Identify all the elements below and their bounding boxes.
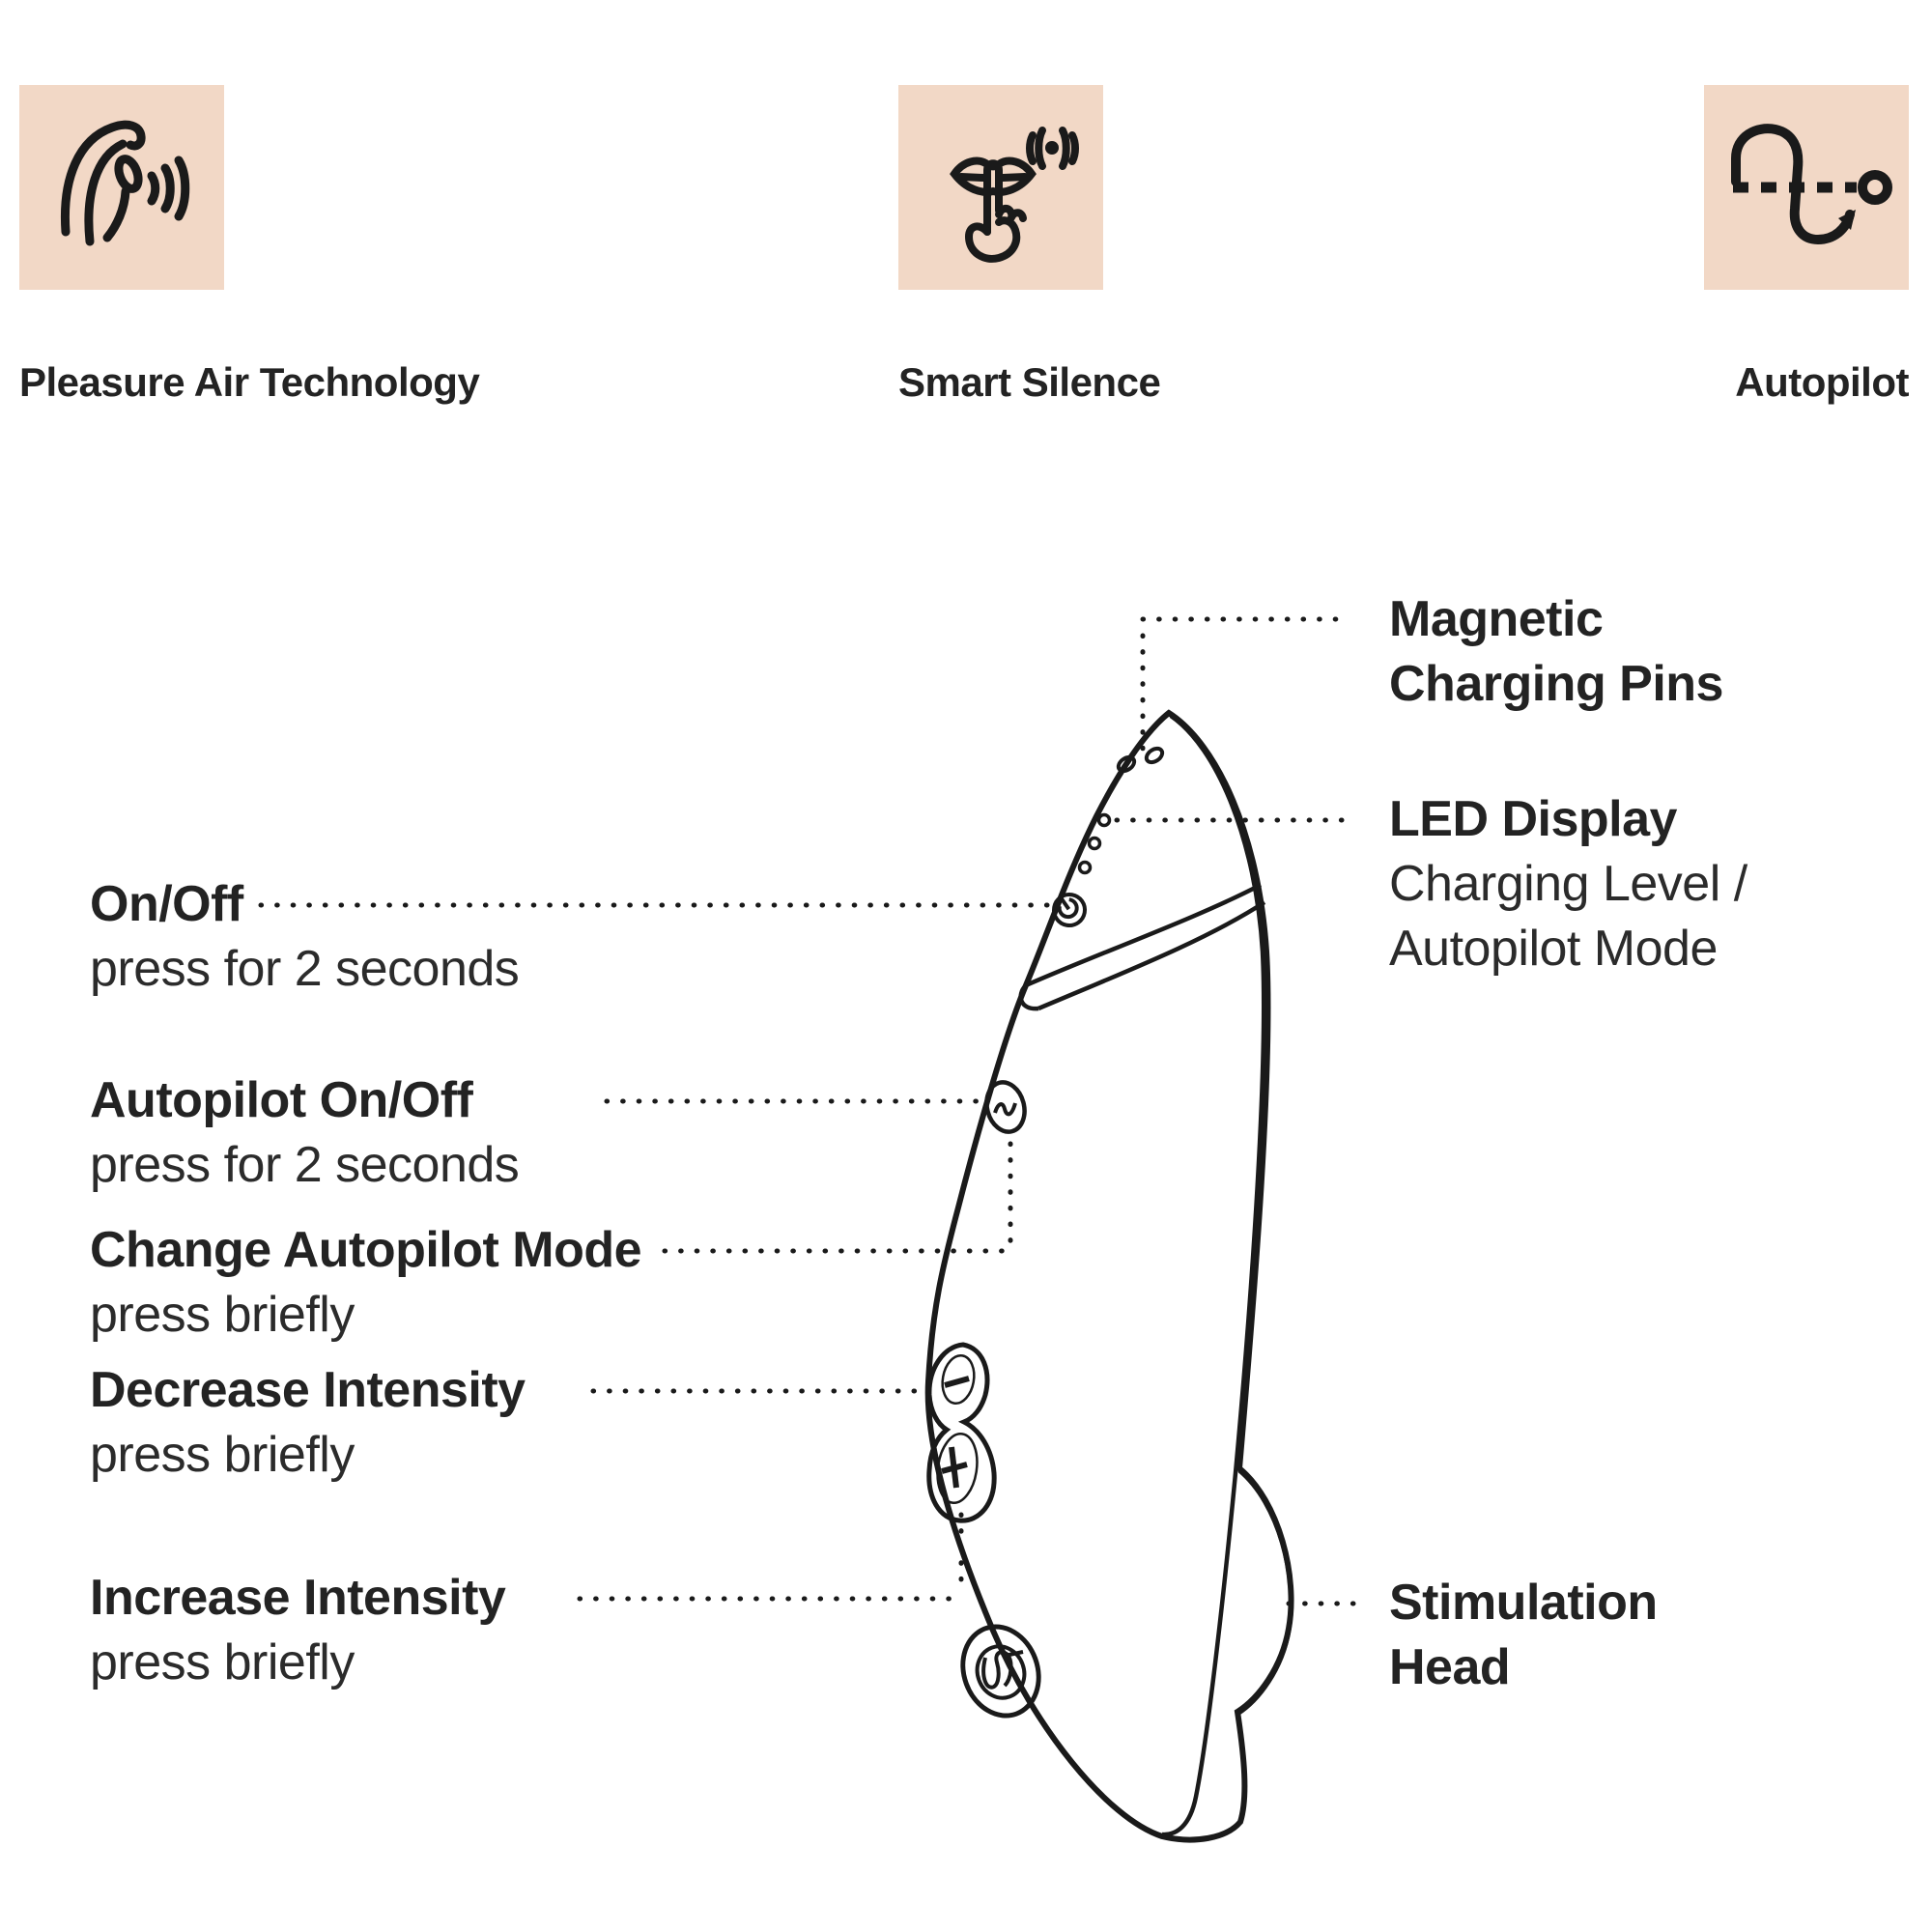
callout-title-line1: Stimulation bbox=[1389, 1575, 1658, 1631]
callout-title: Change Autopilot Mode bbox=[90, 1222, 642, 1278]
callout-subtitle: press for 2 seconds bbox=[90, 1137, 520, 1193]
feature-label-autopilot: Autopilot bbox=[1735, 359, 1909, 405]
callout-decrease-intensity bbox=[90, 1358, 526, 1488]
callout-title: Increase Intensity bbox=[90, 1570, 506, 1626]
callout-subtitle-line2: Autopilot Mode bbox=[1389, 921, 1718, 977]
callout-title: Decrease Intensity bbox=[90, 1362, 526, 1418]
callout-title: Autopilot On/Off bbox=[90, 1072, 473, 1128]
callout-on-off bbox=[90, 872, 519, 1002]
feature-label-pleasure-air: Pleasure Air Technology bbox=[19, 359, 480, 405]
stimulation-head bbox=[1237, 1470, 1292, 1714]
feature-label-smart-silence: Smart Silence bbox=[898, 359, 1161, 405]
callout-increase-intensity bbox=[90, 1566, 505, 1695]
callout-subtitle-line1: Charging Level / bbox=[1389, 856, 1747, 912]
callout-title-line1: Magnetic bbox=[1389, 591, 1604, 647]
callout-title-line2: Head bbox=[1389, 1639, 1511, 1695]
callout-change-autopilot-mode bbox=[90, 1218, 641, 1348]
callout-magnetic-charging-pins bbox=[1389, 587, 1723, 717]
power-button bbox=[1048, 889, 1092, 932]
callout-title-line2: Charging Pins bbox=[1389, 656, 1723, 712]
callout-subtitle: press briefly bbox=[90, 1287, 355, 1343]
device-side-edge bbox=[1162, 716, 1264, 1834]
callout-subtitle: press for 2 seconds bbox=[90, 941, 520, 997]
callout-title: LED Display bbox=[1389, 791, 1677, 847]
callout-autopilot-on-off bbox=[90, 1068, 519, 1198]
callout-led-display bbox=[1389, 787, 1747, 981]
callout-title: On/Off bbox=[90, 876, 243, 932]
decrease-intensity-button bbox=[939, 1353, 978, 1406]
callout-subtitle: press briefly bbox=[90, 1427, 355, 1483]
magnetic-charging-pins bbox=[1116, 746, 1165, 774]
callout-stimulation-head bbox=[1389, 1571, 1658, 1700]
callout-subtitle: press briefly bbox=[90, 1634, 355, 1690]
